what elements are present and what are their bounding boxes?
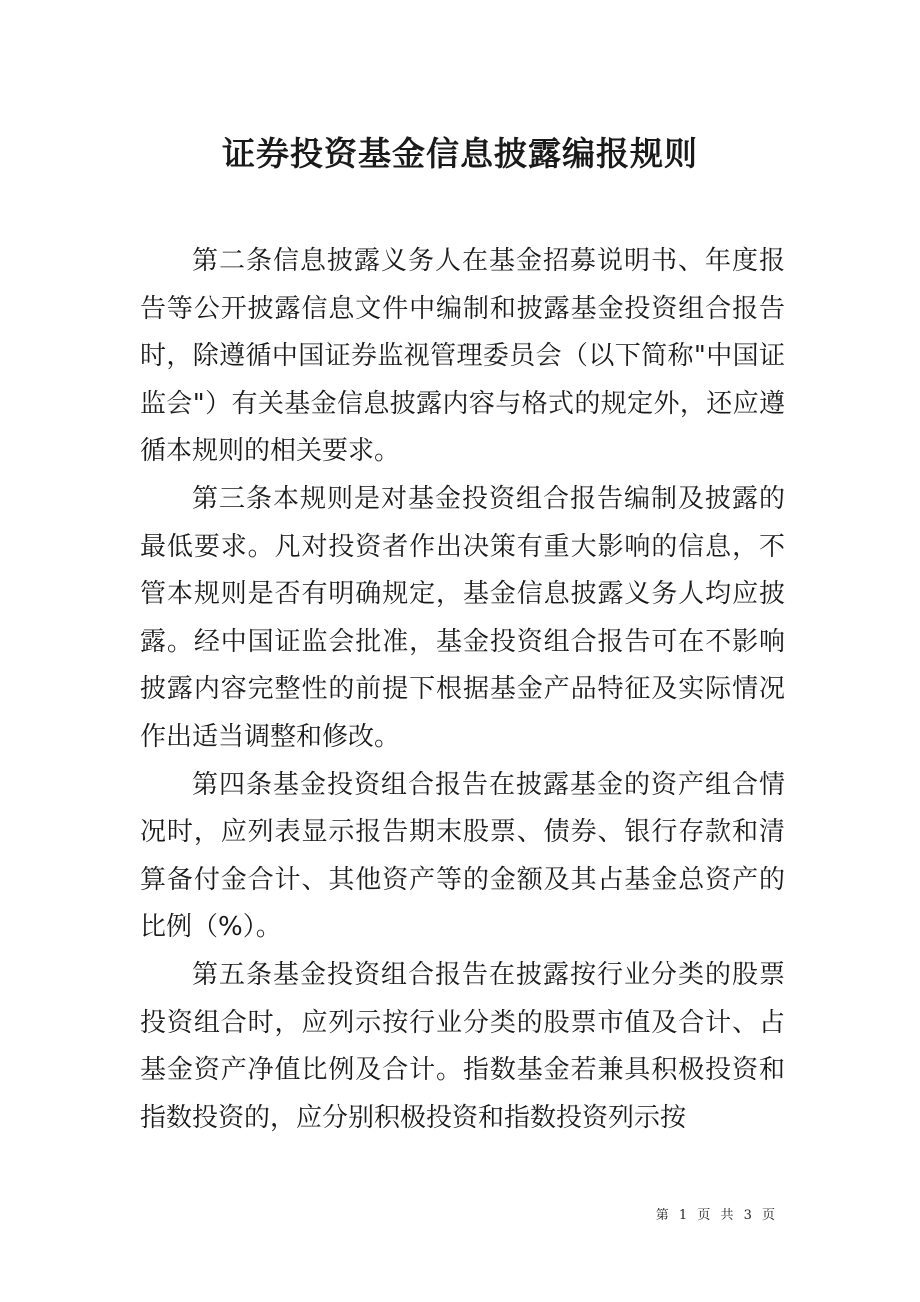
document-body — [140, 238, 785, 1142]
paragraph-article-3: 第三条本规则是对基金投资组合报告编制及披露的最低要求。凡对投资者作出决策有重大影响的信息，不管本规则是否有明确规定，基金信息披露义务人均应披露。经中国证监会批准，基金投资组合报告可在不影响披露内容完整性的前提下根据基金产品特征及实际情况作出适当调整和修改。 — [140, 483, 785, 752]
paragraph-article-4: 第四条基金投资组合报告在披露基金的资产组合情况时，应列表显示报告期末股票、债券、银行存款和清算备付金合计、其他资产等的金额及其占基金总资产的比例（%）。 — [140, 769, 785, 943]
paragraph-article-2: 第二条信息披露义务人在基金招募说明书、年度报告等公开披露信息文件中编制和披露基金投资组合报告时，除遵循中国证券监视管理委员会（以下简称"中国证监会"）有关基金信息披露内容与格式的规定外，还应遵循本规则的相关要求。 — [140, 246, 785, 467]
page-number-footer: 第 1 页 共 3 页 — [655, 1208, 778, 1223]
paragraph-article-5: 第五条基金投资组合报告在披露按行业分类的股票投资组合时，应列示按行业分类的股票市值及合计、占基金资产净值比例及合计。指数基金若兼具积极投资和指数投资的，应分别积极投资和指数投资列示按 — [140, 959, 785, 1133]
document-title: 证券投资基金信息披露编报规则 — [222, 134, 698, 173]
